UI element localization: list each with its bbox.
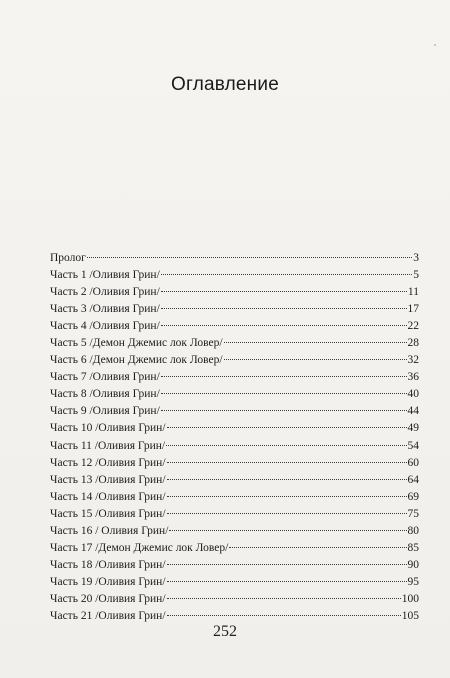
toc-entry: [50, 369, 419, 386]
toc-entry-page: 36: [407, 371, 419, 384]
toc-dot-leader: [167, 496, 407, 497]
toc-entry-label: Часть 5 /Демон Джемис лок Ловер/: [50, 337, 223, 350]
toc-entry-label: Часть 10 /Оливия Грин/: [50, 422, 166, 435]
toc-entry: [50, 438, 419, 455]
toc-entry-page: 40: [407, 388, 419, 401]
toc-entry: [50, 489, 419, 506]
toc-dot-leader: [167, 479, 407, 480]
toc-dot-leader: [161, 376, 407, 377]
toc-entry-label: Часть 7 /Оливия Грин/: [50, 371, 160, 384]
toc-entry: [50, 472, 419, 489]
toc-dot-leader: [169, 530, 406, 531]
toc-dot-leader: [161, 291, 407, 292]
toc-dot-leader: [87, 257, 412, 258]
toc-dot-leader: [224, 342, 407, 343]
toc-entry-label: Часть 2 /Оливия Грин/: [50, 286, 160, 299]
toc-entry-label: Часть 8 /Оливия Грин/: [50, 388, 160, 401]
toc-dot-leader: [167, 462, 407, 463]
toc-dot-leader: [167, 564, 407, 565]
toc-entry-page: 95: [407, 575, 419, 588]
toc-dot-leader: [167, 581, 407, 582]
page-speck: [434, 44, 436, 46]
toc-entry-page: 105: [401, 609, 419, 622]
toc-list: [50, 250, 419, 625]
toc-entry: [50, 523, 419, 540]
toc-entry-label: Часть 13 /Оливия Грин/: [50, 473, 166, 486]
toc-entry: [50, 540, 419, 557]
toc-dot-leader: [161, 308, 407, 309]
toc-entry-label: Часть 6 /Демон Джемис лок Ловер/: [50, 354, 223, 367]
toc-dot-leader: [161, 410, 407, 411]
toc-entry: [50, 335, 419, 352]
toc-entry: [50, 284, 419, 301]
toc-dot-leader: [224, 359, 407, 360]
toc-entry-page: 11: [407, 286, 419, 299]
toc-entry-label: Часть 15 /Оливия Грин/: [50, 507, 166, 520]
toc-dot-leader: [166, 445, 406, 446]
toc-entry-page: 3: [413, 252, 419, 264]
toc-entry-page: 100: [401, 592, 419, 605]
page-number: 252: [213, 623, 237, 640]
toc-title: Оглавление: [171, 74, 279, 95]
toc-entry-page: 44: [407, 405, 419, 418]
toc-entry-page: 69: [407, 490, 419, 503]
toc-entry: [50, 557, 419, 574]
toc-entry-page: 80: [407, 524, 419, 537]
toc-entry-page: 5: [413, 269, 419, 282]
toc-entry-label: Часть 11 /Оливия Грин/: [50, 439, 166, 452]
toc-entry: [50, 301, 419, 318]
toc-entry-label: Часть 1 /Оливия Грин/: [50, 269, 160, 282]
toc-entry-label: Часть 18 /Оливия Грин/: [50, 558, 166, 571]
toc-entry-page: 75: [407, 507, 419, 520]
toc-dot-leader: [167, 615, 401, 616]
toc-entry-label: Часть 14 /Оливия Грин/: [50, 490, 166, 503]
toc-entry-label: Часть 20 /Оливия Грин/: [50, 592, 166, 605]
toc-dot-leader: [161, 274, 412, 275]
toc-entry-label: Часть 17 /Демон Джемис лок Ловер/: [50, 541, 229, 554]
toc-entry-label: Часть 21 /Оливия Грин/: [50, 609, 166, 622]
toc-entry-page: 28: [407, 337, 419, 350]
toc-entry-page: 49: [407, 422, 419, 435]
toc-entry-page: 54: [407, 439, 419, 452]
toc-entry: [50, 267, 419, 284]
toc-entry-label: Часть 19 /Оливия Грин/: [50, 575, 166, 588]
toc-entry-label: Часть 12 /Оливия Грин/: [50, 456, 166, 469]
toc-dot-leader: [167, 513, 407, 514]
toc-entry-label: Часть 9 /Оливия Грин/: [50, 405, 160, 418]
toc-entry-page: 60: [407, 456, 419, 469]
toc-entry-page: 17: [407, 303, 419, 316]
toc-entry-page: 90: [407, 558, 419, 571]
toc-dot-leader: [161, 325, 407, 326]
toc-dot-leader: [167, 598, 401, 599]
toc-entry-label: Часть 4 /Оливия Грин/: [50, 320, 160, 333]
toc-entry-label: Пролог: [50, 252, 86, 264]
toc-entry: [50, 506, 419, 523]
toc-entry-page: 32: [407, 354, 419, 367]
toc-entry: [50, 352, 419, 369]
toc-entry: [50, 386, 419, 403]
toc-dot-leader: [161, 393, 407, 394]
toc-entry-page: 22: [407, 320, 419, 333]
toc-entry-label: Часть 16 / Оливия Грин/: [50, 524, 169, 537]
toc-entry-page: 85: [407, 541, 419, 554]
toc-entry: [50, 250, 419, 267]
toc-entry: [50, 574, 419, 591]
toc-entry-label: Часть 3 /Оливия Грин/: [50, 303, 160, 316]
toc-entry: [50, 455, 419, 472]
toc-entry: [50, 420, 419, 437]
toc-entry: [50, 403, 419, 420]
toc-dot-leader: [167, 427, 407, 428]
toc-dot-leader: [229, 547, 406, 548]
toc-entry: [50, 591, 419, 608]
toc-entry: [50, 318, 419, 335]
toc-entry-page: 64: [407, 473, 419, 486]
